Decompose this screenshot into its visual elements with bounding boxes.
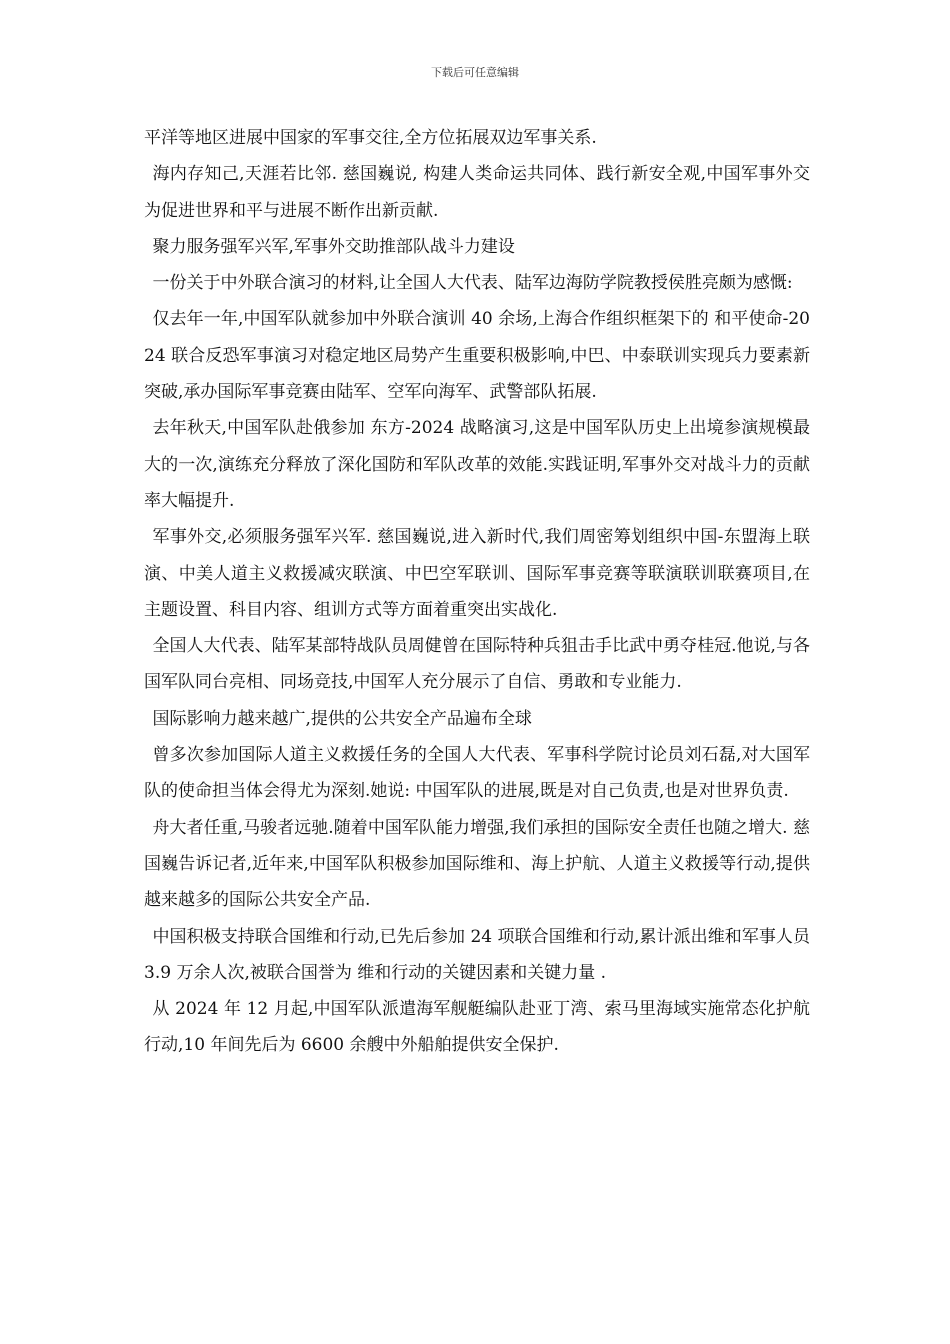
paragraph: 军事外交,必须服务强军兴军. 慈国巍说,进入新时代,我们周密筹划组织中国-东盟海上联演、中美人道主义救援减灾联演、中巴空军联训、国际军事竞赛等联演联训联赛项目,在主题设置、科目内容、组训方式等方面着重突出实战化. (144, 527, 810, 620)
paragraph: 从 2024 年 12 月起,中国军队派遣海军舰艇编队赴亚丁湾、索马里海域实施常态化护航行动,10 年间先后为 6600 余艘中外船舶提供安全保护. (144, 999, 810, 1056)
paragraph: 一份关于中外联合演习的材料,让全国人大代表、陆军边海防学院教授侯胜亮颇为感慨: (152, 273, 793, 294)
section-heading: 聚力服务强军兴军,军事外交助推部队战斗力建设 (152, 236, 515, 257)
page-header: 下载后可任意编辑 (431, 66, 519, 79)
paragraph: 去年秋天,中国军队赴俄参加 东方-2024 战略演习,这是中国军队历史上出境参演规模最大的一次,演练充分释放了深化国防和军队改革的效能.实践证明,军事外交对战斗力的贡献率大幅提升. (144, 418, 810, 511)
document-body (144, 120, 810, 1064)
paragraph: 仅去年一年,中国军队就参加中外联合演训 40 余场,上海合作组织框架下的 和平使命-2024 联合反恐军事演习对稳定地区局势产生重要积极影响,中巴、中泰联训实现兵力要素新突破,承办国际军事竞赛由陆军、空军向海军、武警部队拓展. (144, 309, 810, 403)
paragraph: 全国人大代表、陆军某部特战队员周健曾在国际特种兵狙击手比武中勇夺桂冠.他说,与各国军队同台亮相、同场竞技,中国军人充分展示了自信、勇敢和专业能力. (144, 636, 810, 693)
paragraph: 舟大者任重,马骏者远驰.随着中国军队能力增强,我们承担的国际安全责任也随之增大. 慈国巍告诉记者,近年来,中国军队积极参加国际维和、海上护航、人道主义救援等行动,提供越来越多的国际公共安全产品. (144, 817, 810, 911)
paragraph: 海内存知己,天涯若比邻. 慈国巍说, 构建人类命运共同体、践行新安全观,中国军事外交为促进世界和平与进展不断作出新贡献. (144, 164, 810, 221)
paragraph: 曾多次参加国际人道主义救援任务的全国人大代表、军事科学院讨论员刘石磊,对大国军队的使命担当体会得尤为深刻.她说: 中国军队的进展,既是对自己负责,也是对世界负责. (144, 745, 810, 802)
paragraph: 平洋等地区进展中国家的军事交往,全方位拓展双边军事关系. (144, 128, 597, 148)
paragraph: 中国积极支持联合国维和行动,已先后参加 24 项联合国维和行动,累计派出维和军事人员 3.9 万余人次,被联合国誉为 维和行动的关键因素和关键力量 . (144, 926, 810, 983)
section-heading: 国际影响力越来越广,提供的公共安全产品遍布全球 (152, 708, 532, 729)
